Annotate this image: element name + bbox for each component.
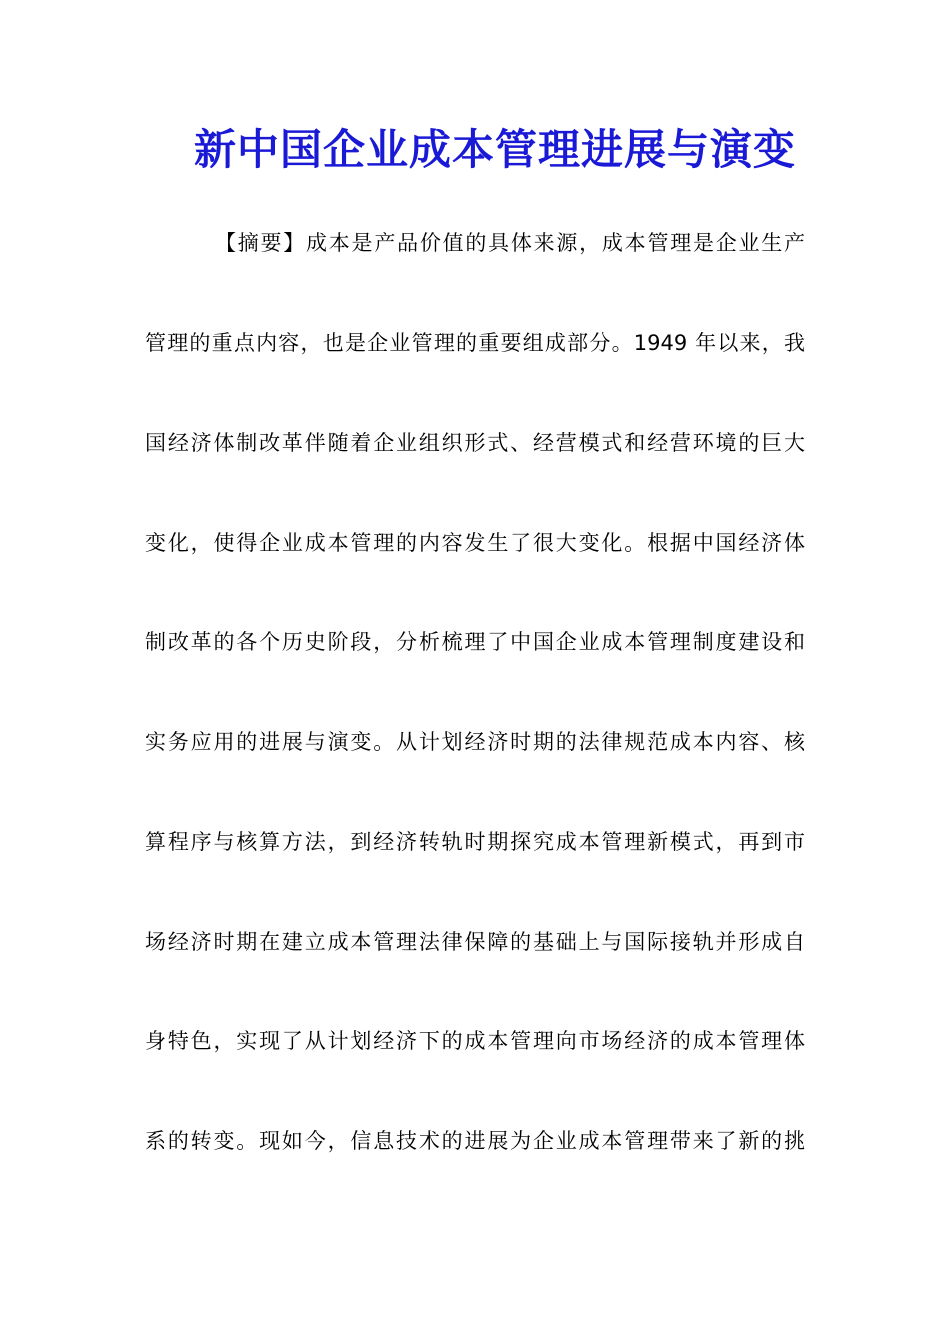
abstract-line-4: 变化，使得企业成本管理的内容发生了很大变化。根据中国经济体 — [145, 531, 805, 555]
abstract-line-7: 算程序与核算方法，到经济转轨时期探究成本管理新模式，再到市 — [145, 830, 805, 854]
abstract-line-2: 管理的重点内容，也是企业管理的重要组成部分。1949 年以来，我 — [145, 331, 805, 355]
abstract-line-9: 身特色，实现了从计划经济下的成本管理向市场经济的成本管理体 — [145, 1029, 805, 1053]
document-title: 新中国企业成本管理进展与演变 — [193, 125, 796, 174]
abstract-line-6: 实务应用的进展与演变。从计划经济时期的法律规范成本内容、核 — [145, 730, 805, 754]
abstract-line-5: 制改革的各个历史阶段，分析梳理了中国企业成本管理制度建设和 — [145, 630, 805, 654]
abstract-line-10: 系的转变。现如今，信息技术的进展为企业成本管理带来了新的挑 — [145, 1129, 805, 1153]
abstract-line-8: 场经济时期在建立成本管理法律保障的基础上与国际接轨并形成自 — [145, 930, 805, 954]
abstract-line-1: 【摘要】成本是产品价值的具体来源，成本管理是企业生产 — [215, 231, 805, 255]
abstract-line-3: 国经济体制改革伴随着企业组织形式、经营模式和经营环境的巨大 — [145, 431, 805, 455]
